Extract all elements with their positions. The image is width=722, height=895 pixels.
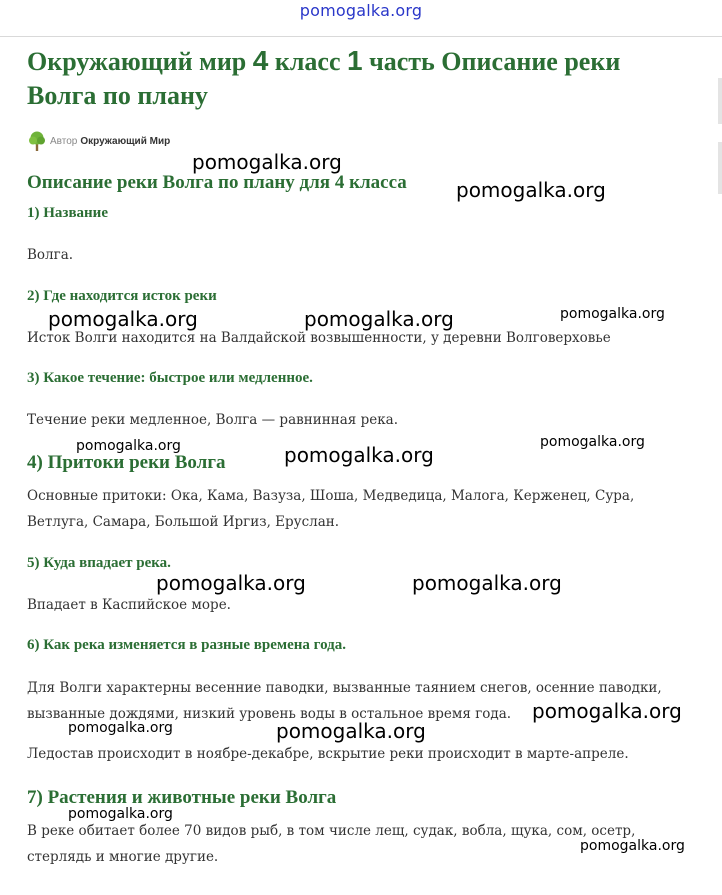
section-7-heading: 7) Растения и животные реки Волга (27, 787, 337, 808)
watermark: pomogalka.org (304, 307, 454, 331)
section-5-heading: 5) Куда впадает река. (27, 555, 171, 571)
article-title (27, 44, 687, 113)
section-3-heading: 3) Какое течение: быстрое или медленное. (27, 370, 313, 386)
section-6-text-1: Для Волги характерны весенние паводки, вызванные таянием снегов, осенние паводки, вызванные дождями, низкий уровень воды в остальное время года. (27, 680, 662, 722)
site-banner-text[interactable]: pomogalka.org (299, 1, 423, 20)
watermark: pomogalka.org (192, 150, 342, 174)
watermark: pomogalka.org (540, 434, 645, 450)
watermark: pomogalka.org (156, 571, 306, 595)
section-1-text: Волга. (27, 247, 74, 263)
article-subtitle: Описание реки Волга по плану для 4 класса (27, 172, 407, 193)
title-text-2: класс (268, 47, 347, 76)
section-6-heading: 6) Как река изменяется в разные времена года. (27, 637, 346, 653)
watermark: pomogalka.org (76, 438, 181, 454)
title-part-number: 1 (347, 45, 363, 76)
watermark: pomogalka.org (284, 443, 434, 467)
watermark: pomogalka.org (580, 838, 685, 854)
article-header (27, 44, 687, 113)
author-name[interactable]: Окружающий Мир (80, 135, 171, 147)
watermark: pomogalka.org (48, 307, 198, 331)
author-label: Автор (50, 135, 78, 147)
author-line (27, 129, 170, 153)
section-2-heading: 2) Где находится исток реки (27, 288, 217, 304)
side-tab-lower (718, 142, 722, 194)
title-text-1: Окружающий мир (27, 47, 253, 76)
header-divider (0, 36, 722, 37)
title-text-3: часть Описание реки Волга по плану (27, 47, 621, 110)
section-6-text-2: Ледостав происходит в ноябре-декабре, вскрытие реки происходит в марте-апреле. (27, 746, 629, 762)
section-3-text: Течение реки медленное, Волга — равнинная река. (27, 412, 398, 428)
watermark: pomogalka.org (276, 719, 426, 743)
site-banner[interactable] (0, 0, 722, 30)
section-1-heading: 1) Название (27, 205, 108, 221)
tree-icon (27, 130, 47, 152)
section-2-text: Исток Волги находится на Валдайской возвышенности, у деревни Волговерховье (27, 330, 611, 346)
section-4-text: Основные притоки: Ока, Кама, Вазуза, Шоша, Медведица, Малога, Керженец, Сура, Ветлуга, Самара, Большой Иргиз, Еруслан. (27, 488, 635, 530)
watermark: pomogalka.org (68, 806, 173, 822)
watermark: pomogalka.org (68, 720, 173, 736)
watermark: pomogalka.org (456, 178, 606, 202)
section-4-heading: 4) Притоки реки Волга (27, 452, 226, 473)
watermark: pomogalka.org (532, 699, 682, 723)
title-grade-number: 4 (252, 45, 269, 76)
watermark: pomogalka.org (412, 571, 562, 595)
side-tab-upper (718, 78, 722, 124)
section-5-text: Впадает в Каспийское море. (27, 597, 231, 613)
watermark: pomogalka.org (560, 306, 665, 322)
section-7-text: В реке обитает более 70 видов рыб, в том числе лещ, судак, вобла, щука, сом, осетр, стерлядь и многие другие. (27, 823, 636, 865)
